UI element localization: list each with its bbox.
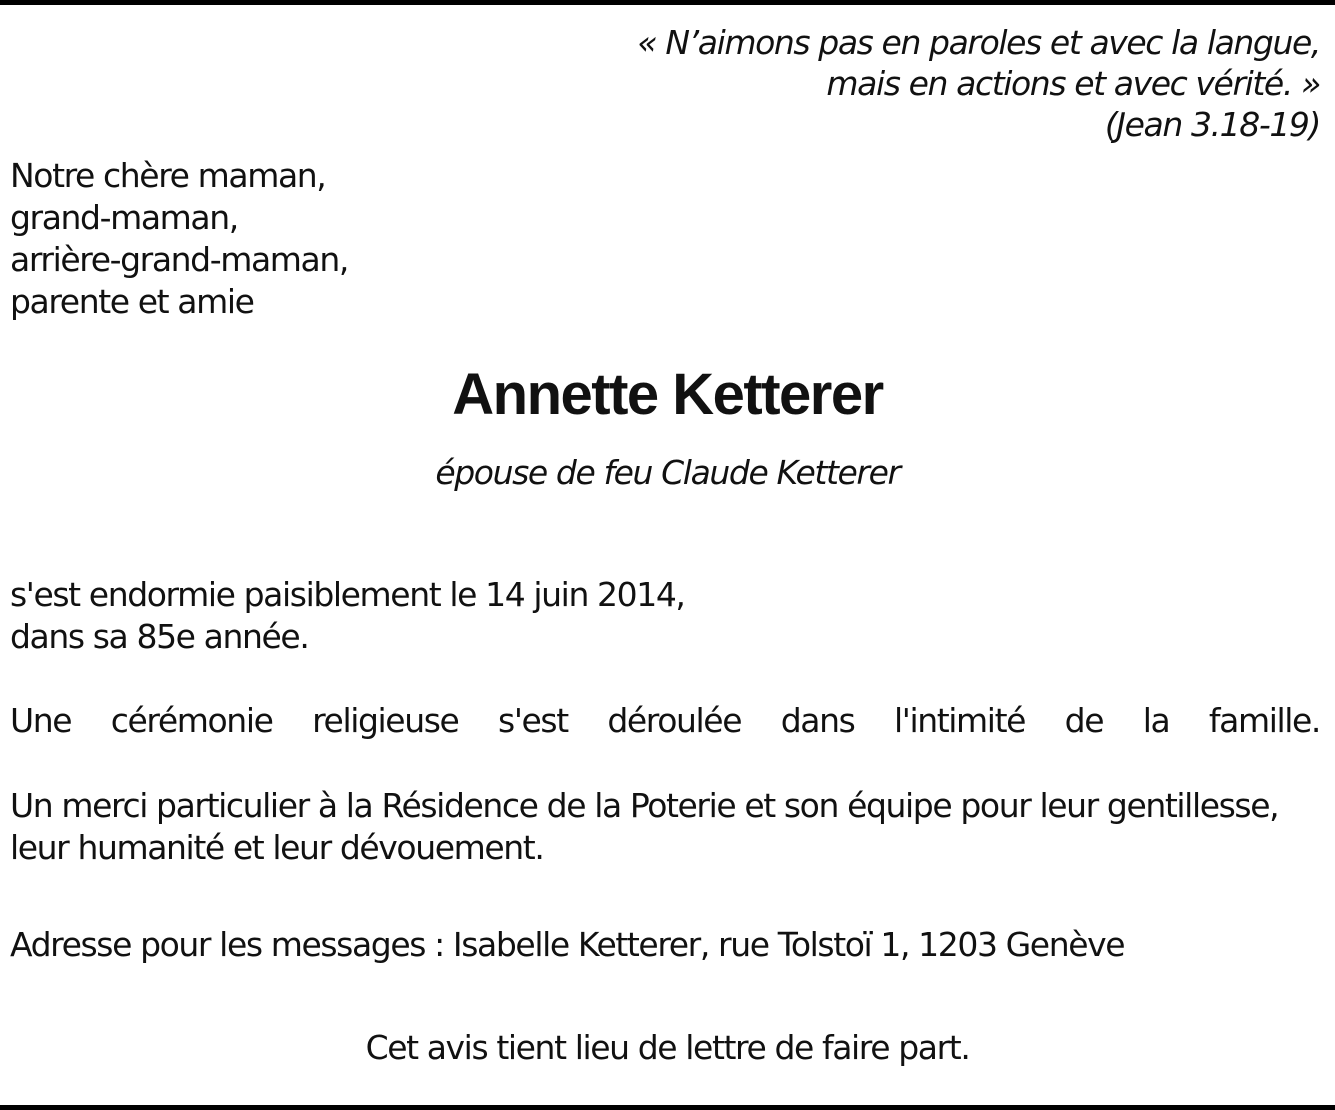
intro-line: arrière-grand-maman, bbox=[10, 240, 348, 279]
ceremony-word: de bbox=[1064, 701, 1104, 740]
ceremony-word: religieuse bbox=[312, 701, 459, 740]
ceremony-word: cérémonie bbox=[110, 701, 273, 740]
thanks-line: leur humanité et leur dévouement. bbox=[10, 828, 544, 867]
epigraph-reference: (Jean 3.18-19) bbox=[1104, 105, 1320, 144]
thanks-paragraph bbox=[10, 785, 1320, 869]
ceremony-paragraph bbox=[10, 700, 1320, 742]
passing-line: dans sa 85e année. bbox=[10, 617, 309, 656]
intro-line: grand-maman, bbox=[10, 198, 238, 237]
bottom-border-rule bbox=[0, 1105, 1335, 1110]
intro-line: Notre chère maman, bbox=[10, 156, 326, 195]
ceremony-word: famille. bbox=[1208, 701, 1320, 740]
passing-paragraph bbox=[10, 574, 1320, 658]
notice-footer: Cet avis tient lieu de lettre de faire part. bbox=[365, 1028, 970, 1067]
deceased-name: Annette Ketterer bbox=[452, 362, 883, 427]
message-address: Adresse pour les messages : Isabelle Ketterer, rue Tolstoï 1, 1203 Genève bbox=[10, 925, 1125, 964]
ceremony-word: la bbox=[1142, 701, 1170, 740]
ceremony-word: dans bbox=[780, 701, 855, 740]
epigraph-line: « N’aimons pas en paroles et avec la langue, bbox=[637, 23, 1320, 62]
obituary-notice bbox=[10, 0, 1320, 1105]
deceased-subtitle: épouse de feu Claude Ketterer bbox=[435, 453, 900, 492]
family-intro bbox=[10, 155, 348, 323]
intro-line: parente et amie bbox=[10, 282, 254, 321]
ceremony-word: s'est bbox=[498, 701, 568, 740]
ceremony-word: l'intimité bbox=[894, 701, 1026, 740]
passing-line: s'est endormie paisiblement le 14 juin 2014, bbox=[10, 575, 685, 614]
ceremony-word: Une bbox=[10, 701, 72, 740]
epigraph-quote bbox=[637, 22, 1320, 145]
ceremony-word: déroulée bbox=[607, 701, 742, 740]
thanks-line: Un merci particulier à la Résidence de la Poterie et son équipe pour leur gentillesse, bbox=[10, 786, 1279, 825]
epigraph-line: mais en actions et avec vérité. » bbox=[826, 64, 1320, 103]
